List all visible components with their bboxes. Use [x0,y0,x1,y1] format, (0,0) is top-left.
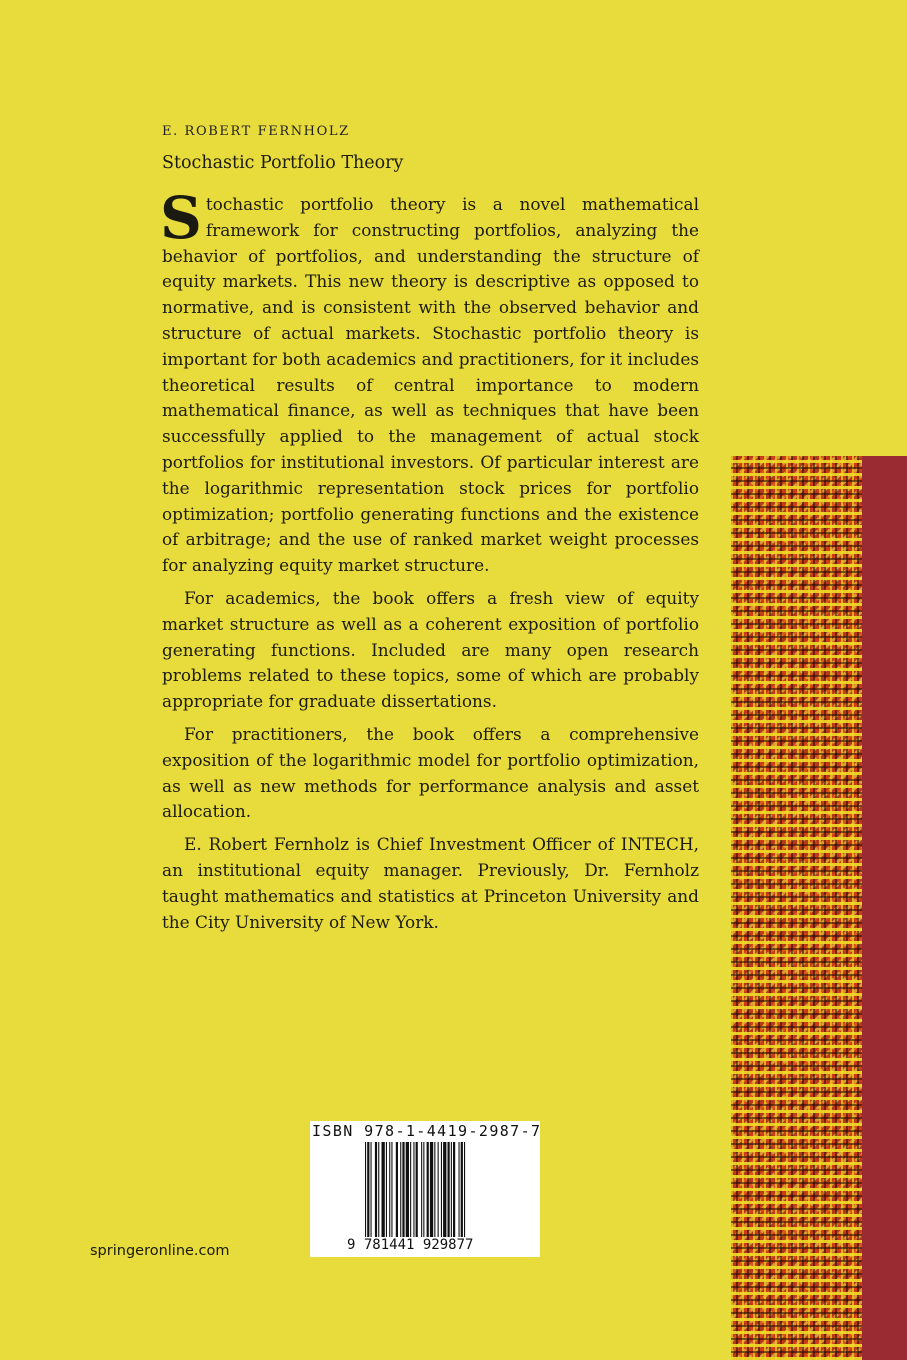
book-title: Stochastic Portfolio Theory [162,153,404,173]
blurb-paragraph-1-text: tochastic portfolio theory is a novel mathematical framework for constructing portfolios, analyzing the behavior of portfolios, and understanding the structure of equity markets. This new theory is descriptive as opposed to normative, and is consistent with the observed behavior and structure of actual markets. Stochastic portfolio theory is important for both academics and practitioners, for it includes theoretical results of central importance to modern mathematical finance, as well as techniques that have been successfully applied to the management of actual stock portfolios for institutional investors. Of particular interest are the logarithmic representation stock prices for portfolio optimization; portfolio generating functions and the existence of arbitrage; and the use of ranked market weight processes for analyzing equity market structure. [162,194,699,576]
author-bio: E. Robert Fernholz is Chief Investment Officer of INTECH, an institutional equity manager. Previously, Dr. Fernholz taught mathematics and statistics at Princeton University and the City University of New York. [162,834,699,932]
spine-band [862,456,907,1360]
blurb-paragraph-1 [160,184,699,579]
isbn-label: ISBN 978-1-4419-2987-7 [312,1122,542,1140]
author-name: E. ROBERT FERNHOLZ [162,124,350,139]
barcode-digits: 9 781441 929877 [347,1237,474,1253]
publisher-website: springeronline.com [90,1243,230,1259]
blurb-paragraph-3: For practitioners, the book offers a comprehensive exposition of the logarithmic model for portfolio optimization, as well as new methods for performance analysis and asset allocation. [162,723,699,822]
decorative-pixel-art [731,456,862,1360]
drop-cap: S [160,184,202,252]
blurb [160,184,699,942]
blurb-paragraph-2: For academics, the book offers a fresh view of equity market structure as well as a coherent exposition of portfolio generating functions. Included are many open research problems related to these topics, some of which are probably appropriate for graduate dissertations. [162,587,699,712]
barcode-bars [365,1142,500,1237]
